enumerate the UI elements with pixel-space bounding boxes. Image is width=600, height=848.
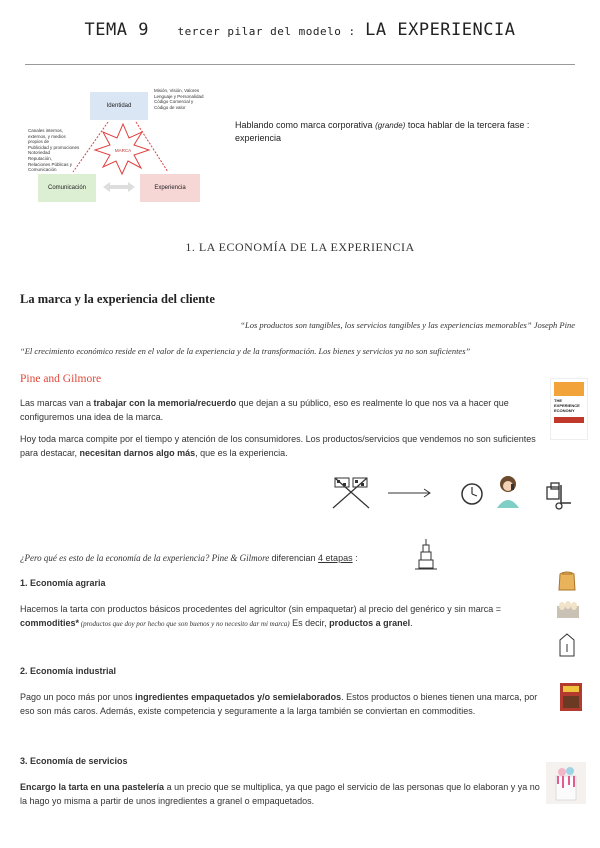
title-sub: tercer pilar del modelo :: [177, 25, 356, 38]
clock-icon: [459, 481, 485, 507]
hand-truck-icon: [545, 481, 575, 511]
pine-gilmore-title: Pine and Gilmore: [20, 373, 102, 385]
paragraph-memory: Las marcas van a trabajar con la memoria/recuerdo que dejan a su público, eso es realmente lo que nos va a hacer que configuremos una idea de la marca.: [20, 398, 509, 422]
cake-mix-box-icon: [559, 682, 583, 712]
eggs-carton-icon: [556, 598, 580, 620]
section-heading: 1. LA ECONOMÍA DE LA EXPERIENCIA: [185, 240, 415, 254]
title-main: TEMA 9: [84, 20, 149, 40]
milk-carton-icon: [556, 632, 578, 658]
decorated-cake-image: [546, 762, 586, 804]
woman-on-phone-icon: [494, 474, 522, 508]
stage-1-text: Hacemos la tarta con productos básicos procedentes del agricultor (sin empaquetar) al precio del genérico y sin marca = commodities* (productos que doy por hecho que son buenos y no necesito dar mi marca) Es decir, productos a granel.: [20, 604, 501, 628]
stage-1-title: 1. Economía agraria: [20, 578, 106, 588]
flour-sack-icon: [556, 568, 578, 592]
quote-pine: “Los productos son tangibles, los servicios tangibles y las experiencias memorables” Joseph Pine: [240, 320, 575, 330]
brand-model-diagram: [28, 82, 218, 212]
quote-growth: “El crecimiento económico reside en el valor de la experiencia y de la transformación. Los bienes y servicios ya no son suficientes”: [20, 346, 471, 356]
identity-notes: Misión, Visión, Valores Lenguaje y Personalidad Código Comercial y Código de valor: [154, 88, 204, 110]
cake-icon: [411, 536, 441, 572]
stage-2-text: Pago un poco más por unos ingredientes empaquetados y/o semielaborados. Estos productos o bienes tienen una marca, por eso son más caros. Además, existe competencia y seguramente a la larga también se conviertan en commodities.: [20, 692, 538, 716]
crossed-flags-icon: [327, 474, 375, 510]
brand-center: MARCA: [114, 147, 132, 153]
stage-2-title: 2. Economía industrial: [20, 666, 117, 676]
experience-box: Experiencia: [140, 174, 200, 202]
book-cover-image: THE EXPERIENCE ECONOMY: [550, 378, 588, 440]
communication-box: Comunicación: [38, 174, 96, 202]
stage-3-text: Encargo la tarta en una pastelería a un precio que se multiplica, ya que pago el servicio de las personas que lo elaboran y ya no la hago yo misma a partir de unos ingredientes a granel o empaquetados.: [20, 782, 540, 806]
identity-box: Identidad: [90, 92, 148, 120]
intro-text: Hablando como marca corporativa (grande) toca hablar de la tercera fase : experiencia: [235, 120, 530, 143]
stages-intro: ¿Pero qué es esto de la economía de la experiencia? Pine & Gilmore diferencian 4 etapas :: [20, 553, 358, 563]
subheading: La marca y la experiencia del cliente: [20, 292, 215, 306]
stage-3-title: 3. Economía de servicios: [20, 756, 128, 766]
title-topic: LA EXPERIENCIA: [365, 20, 516, 40]
paragraph-attention: Hoy toda marca compite por el tiempo y atención de los consumidores. Los productos/servicios que vendemos no son suficientes para destacar, necesitan darnos algo más, que es la experiencia.: [20, 434, 536, 458]
title-divider: [25, 64, 575, 65]
arrow-right-icon: [387, 487, 432, 499]
communication-notes: Canales internos, externos, y medios propios de Publicidad y promociones Notoriedad Reputación, Relaciones Públicas y Comunicación: [28, 128, 80, 173]
page-title: [0, 20, 600, 40]
